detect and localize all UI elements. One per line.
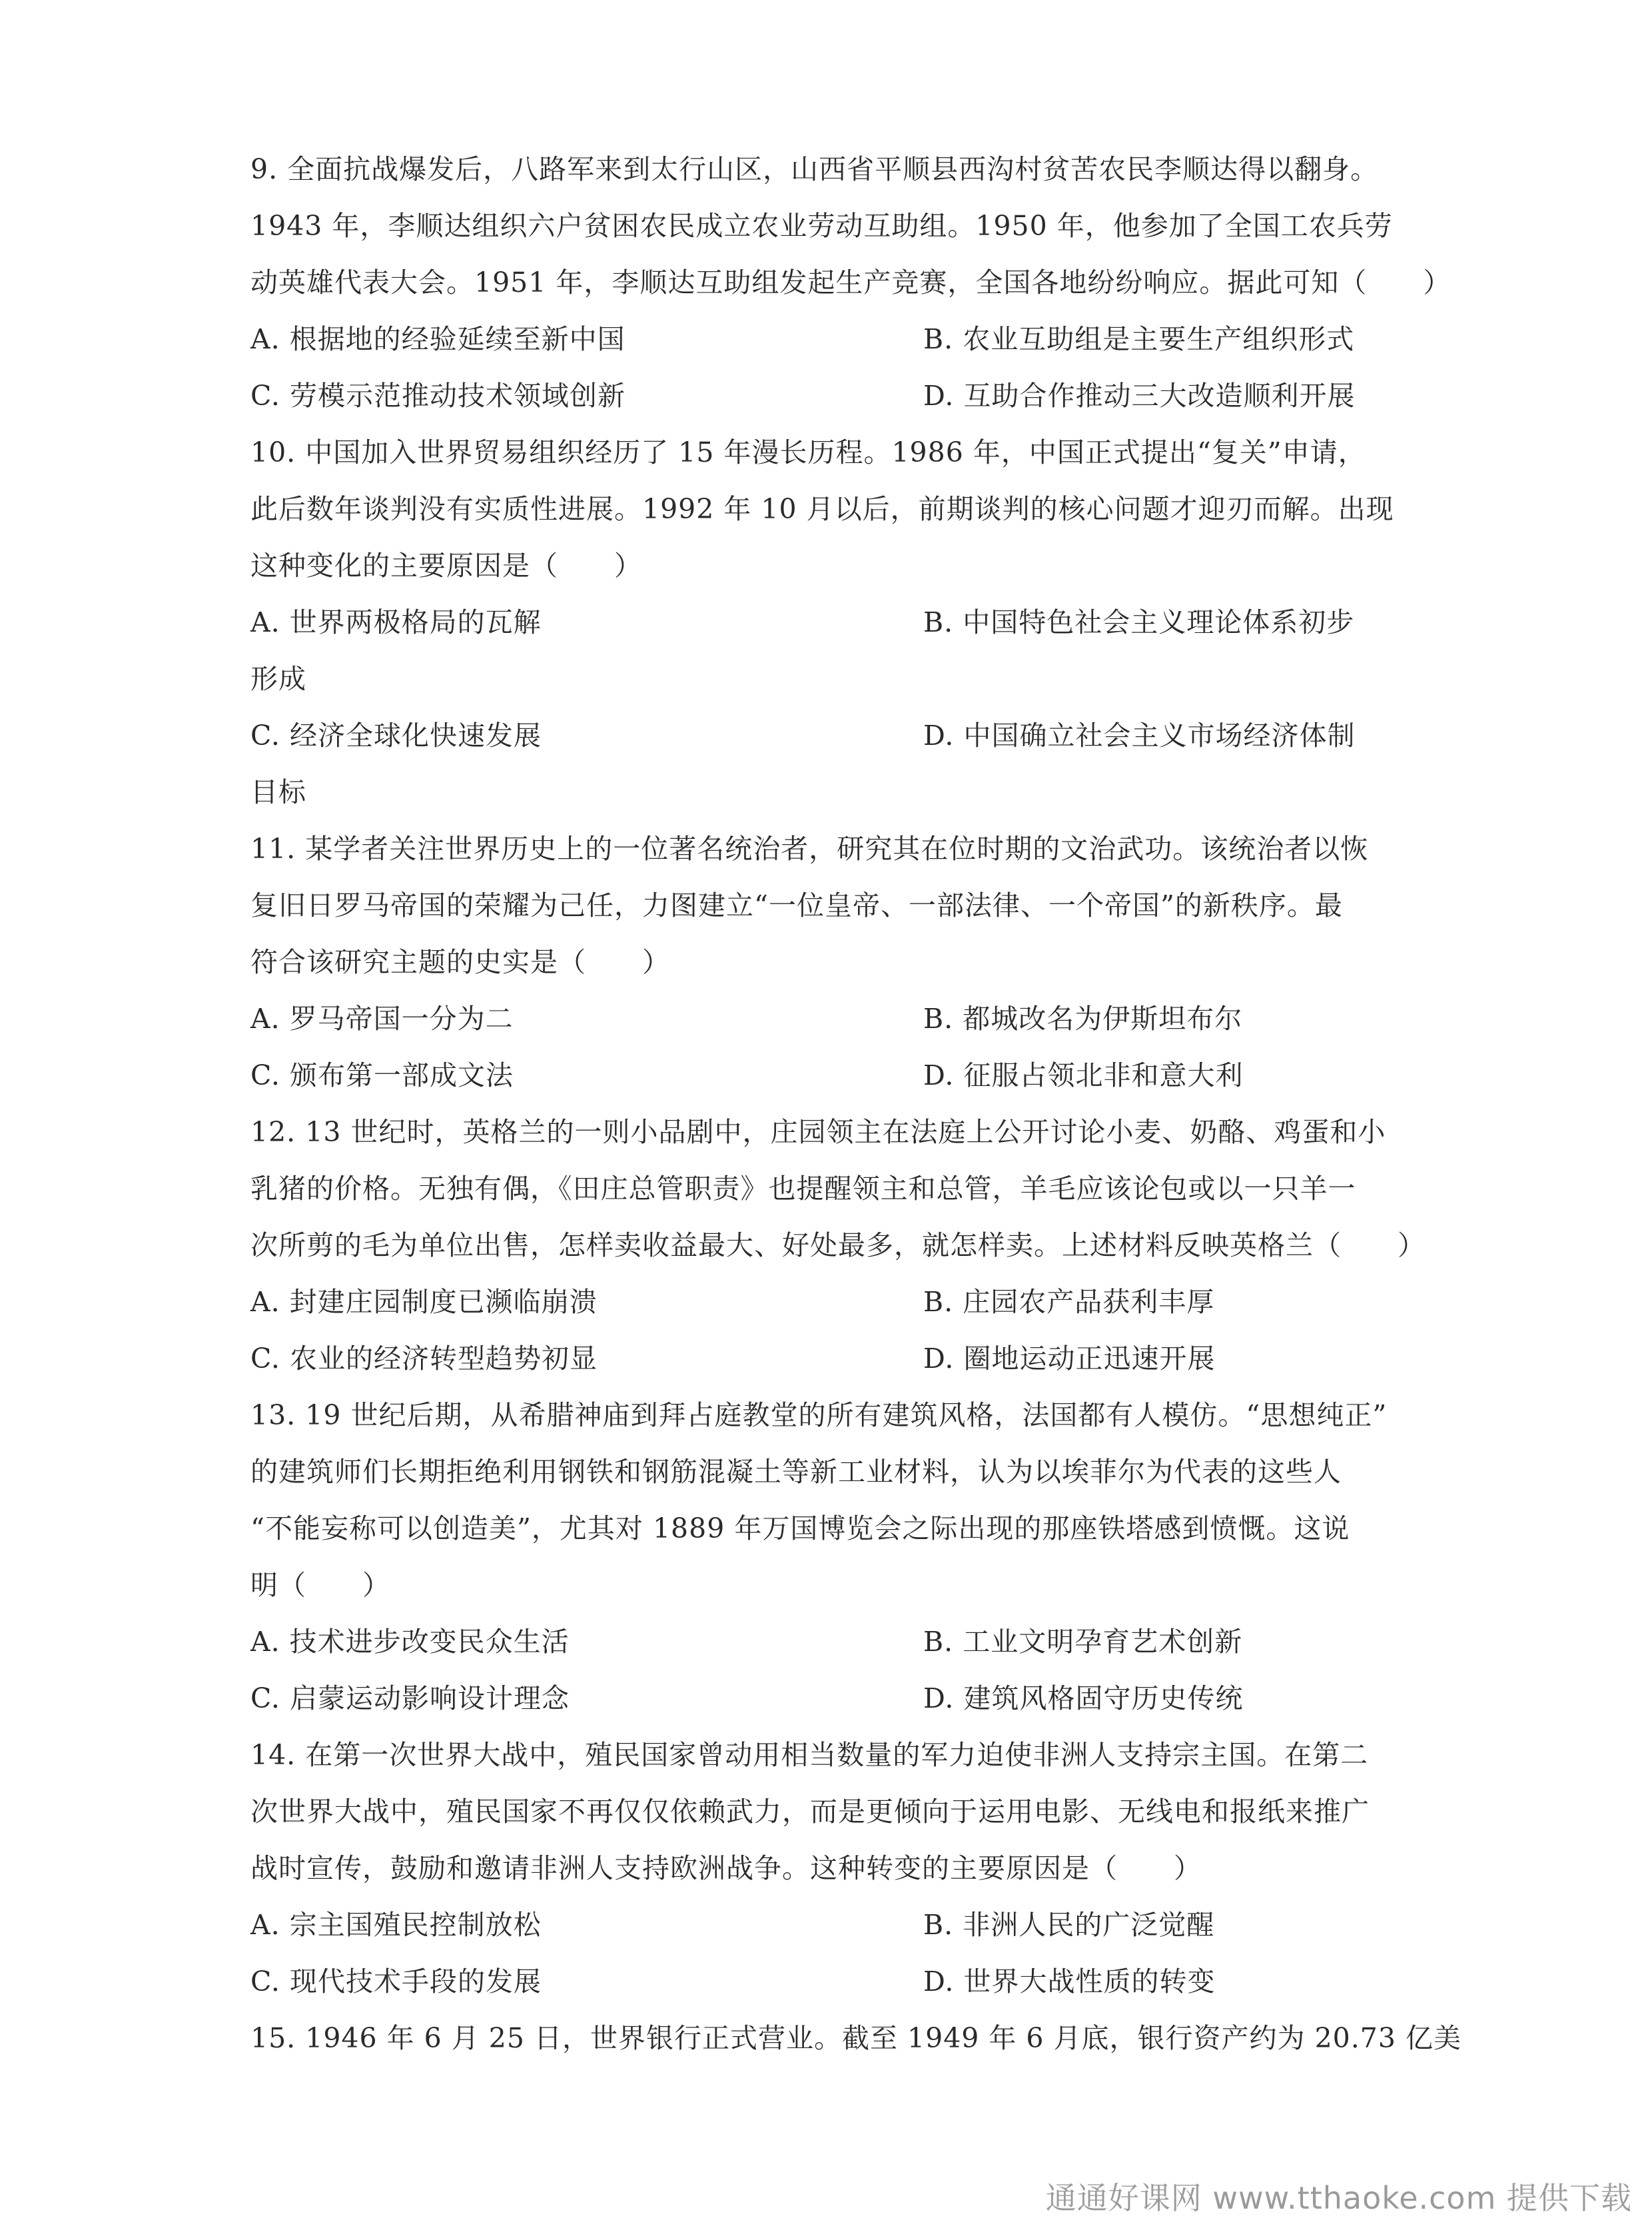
question-stem-line: 次世界大战中，殖民国家不再仅仅依赖武力，而是更倾向于运用电影、无线电和报纸来推广: [250, 1796, 1370, 1828]
option-b-continuation: 形成: [250, 663, 306, 695]
option-c: C. 颁布第一部成文法: [250, 1059, 514, 1091]
option-b: B. 都城改名为伊斯坦布尔: [923, 1003, 1243, 1035]
option-d: D. 建筑风格固守历史传统: [923, 1682, 1244, 1714]
option-c: C. 启蒙运动影响设计理念: [250, 1682, 570, 1714]
option-b: B. 农业互助组是主要生产组织形式: [923, 323, 1355, 355]
option-d: D. 互助合作推动三大改造顺利开展: [923, 380, 1356, 412]
option-row: [250, 1274, 1403, 1331]
question-stem-line: 动英雄代表大会。1951 年，李顺达互助组发起生产竞赛，全国各地纷纷响应。据此可知（ ）: [250, 267, 1451, 298]
option-row: [250, 991, 1403, 1047]
option-a: A. 世界两极格局的瓦解: [250, 606, 542, 638]
question-stem-line: 次所剪的毛为单位出售，怎样卖收益最大、好处最多，就怎样卖。上述材料反映英格兰（ ）: [250, 1229, 1426, 1261]
question-stem-line: 1943 年，李顺达组织六户贫困农民成立农业劳动互助组。1950 年，他参加了全国工农兵劳: [250, 210, 1393, 242]
option-d: D. 世界大战性质的转变: [923, 1965, 1216, 1997]
question-stem-line: 13. 19 世纪后期，从希腊神庙到拜占庭教堂的所有建筑风格，法国都有人模仿。“思想纯正”: [250, 1399, 1388, 1431]
option-row: [250, 311, 1403, 368]
option-c: C. 经济全球化快速发展: [250, 720, 542, 752]
question-stem-line: 12. 13 世纪时，英格兰的一则小品剧中，庄园领主在法庭上公开讨论小麦、奶酪、鸡蛋和小: [250, 1116, 1386, 1148]
question-stem-line: 复旧日罗马帝国的荣耀为己任，力图建立“一位皇帝、一部法律、一个帝国”的新秩序。最: [250, 889, 1343, 921]
option-a: A. 技术进步改变民众生活: [250, 1626, 570, 1658]
option-row: [250, 1331, 1403, 1387]
question-12: [250, 1104, 1426, 1387]
option-b: B. 庄园农产品获利丰厚: [923, 1286, 1215, 1318]
question-stem-line: 乳猪的价格。无独有偶，《田庄总管职责》也提醒领主和总管，羊毛应该论包或以一只羊一: [250, 1173, 1356, 1205]
option-d-continuation: 目标: [250, 776, 306, 808]
question-stem-line: 这种变化的主要原因是（ ）: [250, 550, 642, 582]
option-d: D. 中国确立社会主义市场经济体制: [923, 720, 1356, 752]
option-wrap-row: [250, 764, 1403, 821]
question-stem-line: 14. 在第一次世界大战中，殖民国家曾动用相当数量的军力迫使非洲人支持宗主国。在第二: [250, 1739, 1369, 1771]
option-row: [250, 594, 1403, 651]
option-row: [250, 1614, 1403, 1670]
question-stem-line: 战时宣传，鼓励和邀请非洲人支持欧洲战争。这种转变的主要原因是（ ）: [250, 1852, 1202, 1884]
question-13: [250, 1387, 1403, 1727]
option-a: A. 宗主国殖民控制放松: [250, 1909, 542, 1941]
option-row: [250, 1047, 1403, 1104]
option-a: A. 封建庄园制度已濒临崩溃: [250, 1286, 598, 1318]
question-10: [250, 424, 1403, 821]
option-row: [250, 1954, 1403, 2010]
question-stem-line: 9. 全面抗战爆发后，八路军来到太行山区，山西省平顺县西沟村贫苦农民李顺达得以翻身。: [250, 153, 1379, 185]
question-15: [250, 2010, 1461, 2067]
option-a: A. 根据地的经验延续至新中国: [250, 323, 625, 355]
option-c: C. 劳模示范推动技术领域创新: [250, 380, 625, 412]
option-c: C. 农业的经济转型趋势初显: [250, 1343, 598, 1375]
question-stem-line: 的建筑师们长期拒绝利用钢铁和钢筋混凝土等新工业材料，认为以埃菲尔为代表的这些人: [250, 1456, 1342, 1488]
option-d: D. 圈地运动正迅速开展: [923, 1343, 1216, 1375]
option-d: D. 征服占领北非和意大利: [923, 1059, 1244, 1091]
option-c: C. 现代技术手段的发展: [250, 1965, 542, 1997]
option-b: B. 中国特色社会主义理论体系初步: [923, 606, 1355, 638]
option-b: B. 非洲人民的广泛觉醒: [923, 1909, 1215, 1941]
question-stem-line: 11. 某学者关注世界历史上的一位著名统治者，研究其在位时期的文治武功。该统治者以恢: [250, 833, 1369, 865]
exam-page: [250, 141, 1461, 2067]
question-9: [250, 141, 1451, 424]
option-row: [250, 1897, 1403, 1954]
question-14: [250, 1727, 1403, 2010]
question-stem-line: 此后数年谈判没有实质性进展。1992 年 10 月以后，前期谈判的核心问题才迎刃而解。出现: [250, 493, 1394, 525]
option-row: [250, 708, 1403, 764]
question-stem-line: 符合该研究主题的史实是（ ）: [250, 946, 670, 978]
option-row: [250, 368, 1403, 424]
option-row: [250, 1670, 1403, 1727]
question-stem-line: 10. 中国加入世界贸易组织经历了 15 年漫长历程。1986 年，中国正式提出“复关”申请，: [250, 436, 1366, 468]
option-b: B. 工业文明孕育艺术创新: [923, 1626, 1243, 1658]
question-stem-line: “不能妄称可以创造美”，尤其对 1889 年万国博览会之际出现的那座铁塔感到愤慨。这说: [250, 1512, 1350, 1544]
question-stem-line: 15. 1946 年 6 月 25 日，世界银行正式营业。截至 1949 年 6 月底，银行资产约为 20.73 亿美: [250, 2022, 1461, 2054]
option-wrap-row: [250, 651, 1403, 708]
question-11: [250, 821, 1403, 1104]
watermark-text: 通通好课网 www.tthaoke.com 提供下载: [1045, 2180, 1632, 2216]
option-a: A. 罗马帝国一分为二: [250, 1003, 514, 1035]
question-stem-line: 明（ ）: [250, 1569, 390, 1601]
